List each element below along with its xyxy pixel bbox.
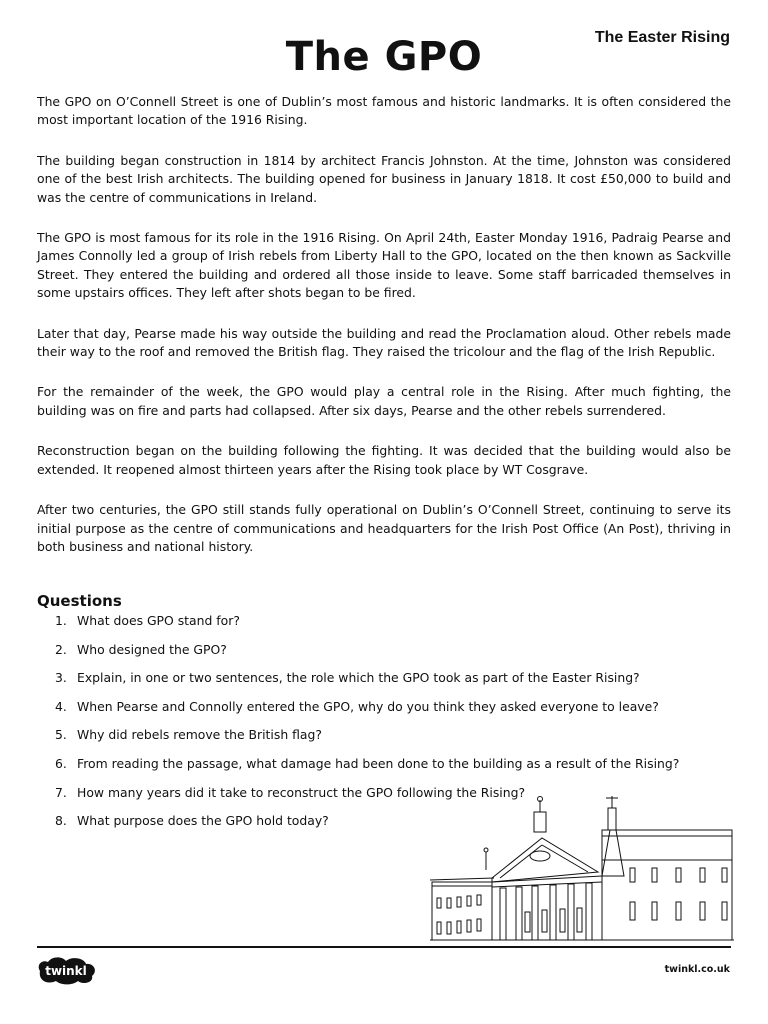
question-text: What purpose does the GPO hold today? bbox=[77, 813, 329, 829]
twinkl-logo bbox=[34, 955, 98, 985]
question-number: 1. bbox=[55, 613, 67, 628]
question-item bbox=[55, 612, 679, 641]
question-number: 7. bbox=[55, 784, 67, 800]
question-number: 8. bbox=[55, 813, 67, 829]
questions-heading: Questions bbox=[37, 592, 122, 610]
question-item bbox=[55, 726, 679, 755]
logo-text: twinkl bbox=[45, 964, 87, 978]
paragraph-7: After two centuries, the GPO still stands fully operational on Dublin’s O’Connell Street, continuing to serve its initial purpose as the centre of communications and headquarters for the Irish Post Office (An Post), thriving in both business and national history. bbox=[37, 502, 731, 554]
question-item bbox=[55, 669, 679, 698]
question-text: How many years did it take to reconstruct the GPO following the Rising? bbox=[77, 784, 526, 800]
paragraph-4: Later that day, Pearse made his way outside the building and read the Proclamation aloud. Other rebels made their way to the roof and removed the British flag. They raised the tricolour and the flag of the Irish Republic. bbox=[37, 325, 731, 360]
header-tag: The Easter Rising bbox=[594, 29, 730, 46]
question-text: From reading the passage, what damage had been done to the building as a result of the Rising? bbox=[77, 755, 680, 771]
question-text: Explain, in one or two sentences, the role which the GPO took as part of the Easter Rising? bbox=[77, 670, 640, 686]
question-number: 6. bbox=[55, 755, 67, 771]
footer-divider bbox=[37, 946, 731, 948]
site-url: twinkl.co.uk bbox=[664, 964, 730, 975]
question-text: Why did rebels remove the British flag? bbox=[77, 727, 322, 743]
paragraph-3: The GPO is most famous for its role in the 1916 Rising. On April 24th, Easter Monday 1916, Padraig Pearse and James Connolly led a group of Irish rebels from Liberty Hall to the GPO, located on the then known as Sackville Street. They entered the building and ordered all those inside to leave. Some staff barricaded themselves in some upstairs offices. They left after shots began to be fired. bbox=[37, 230, 731, 301]
paragraph-2: The building began construction in 1814 by architect Francis Johnston. At the time, Johnston was considered one of the best Irish architects. The building opened for business in January 1818. It cost £50,000 to build and was the centre of communications in Ireland. bbox=[37, 152, 731, 205]
page-title: The GPO bbox=[285, 34, 483, 80]
question-text: Who designed the GPO? bbox=[77, 641, 227, 657]
question-item bbox=[55, 755, 679, 784]
question-text: What does GPO stand for? bbox=[77, 613, 240, 628]
paragraph-5: For the remainder of the week, the GPO would play a central role in the Rising. After much fighting, the building was on fire and parts had collapsed. After six days, Pearse and the other rebels surrendered. bbox=[37, 384, 731, 418]
question-item bbox=[55, 698, 679, 727]
gpo-building-illustration bbox=[430, 790, 734, 942]
question-number: 5. bbox=[55, 727, 67, 743]
question-item bbox=[55, 641, 679, 670]
paragraph-1: The GPO on O’Connell Street is one of Dublin’s most famous and historic landmarks. It is often considered the most important location of the 1916 Rising. bbox=[37, 94, 731, 128]
question-text: When Pearse and Connolly entered the GPO, why do you think they asked everyone to leave? bbox=[77, 698, 659, 714]
question-number: 4. bbox=[55, 698, 67, 714]
question-number: 2. bbox=[55, 641, 67, 657]
article-body bbox=[37, 93, 731, 578]
question-number: 3. bbox=[55, 670, 67, 686]
paragraph-6: Reconstruction began on the building following the fighting. It was decided that the building would also be extended. It reopened almost thirteen years after the Rising took place by WT Cosgrave. bbox=[37, 443, 731, 477]
